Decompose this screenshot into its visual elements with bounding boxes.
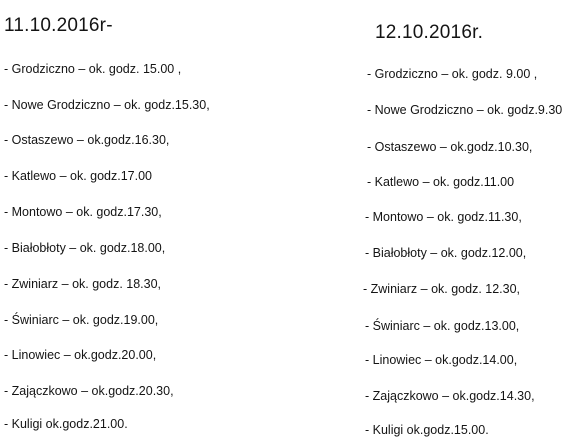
schedule-entry: - Białobłoty – ok. godz.12.00,	[365, 246, 527, 260]
schedule-entry: - Nowe Grodziczno – ok. godz.9.30	[367, 103, 563, 117]
schedule-entry: - Zwiniarz – ok. godz. 18.30,	[4, 277, 162, 291]
schedule-entry: - Katlewo – ok. godz.17.00	[4, 169, 153, 183]
schedule-entry: - Katlewo – ok. godz.11.00	[367, 175, 515, 189]
schedule-entry: - Zajączkowo – ok.godz.20.30,	[4, 384, 174, 398]
schedule-entry: - Zwiniarz – ok. godz. 12.30,	[363, 282, 521, 296]
schedule-entry: - Grodziczno – ok. godz. 9.00 ,	[367, 67, 538, 81]
schedule-entry: - Świniarc – ok. godz.19.00,	[4, 313, 159, 327]
date-heading: 11.10.2016r-	[4, 15, 113, 36]
schedule-entry: - Świniarc – ok. godz.13.00,	[365, 319, 520, 333]
date-heading: 12.10.2016r.	[375, 22, 484, 43]
schedule-entry: - Kuligi ok.godz.15.00.	[365, 423, 489, 437]
schedule-entry: - Zajączkowo – ok.godz.14.30,	[365, 389, 535, 403]
schedule-entry: - Montowo – ok. godz.17.30,	[4, 205, 162, 219]
schedule-entry: - Kuligi ok.godz.21.00.	[4, 417, 128, 431]
schedule-entry: - Grodziczno – ok. godz. 15.00 ,	[4, 62, 182, 76]
schedule-entry: - Nowe Grodziczno – ok. godz.15.30,	[4, 98, 210, 112]
schedule-entry: - Linowiec – ok.godz.14.00,	[365, 353, 518, 367]
schedule-entry: - Linowiec – ok.godz.20.00,	[4, 348, 157, 362]
schedule-entry: - Montowo – ok. godz.11.30,	[365, 210, 522, 224]
schedule-entry: - Ostaszewo – ok.godz.10.30,	[367, 140, 533, 154]
schedule-entry: - Ostaszewo – ok.godz.16.30,	[4, 133, 170, 147]
schedule-entry: - Białobłoty – ok. godz.18.00,	[4, 241, 166, 255]
